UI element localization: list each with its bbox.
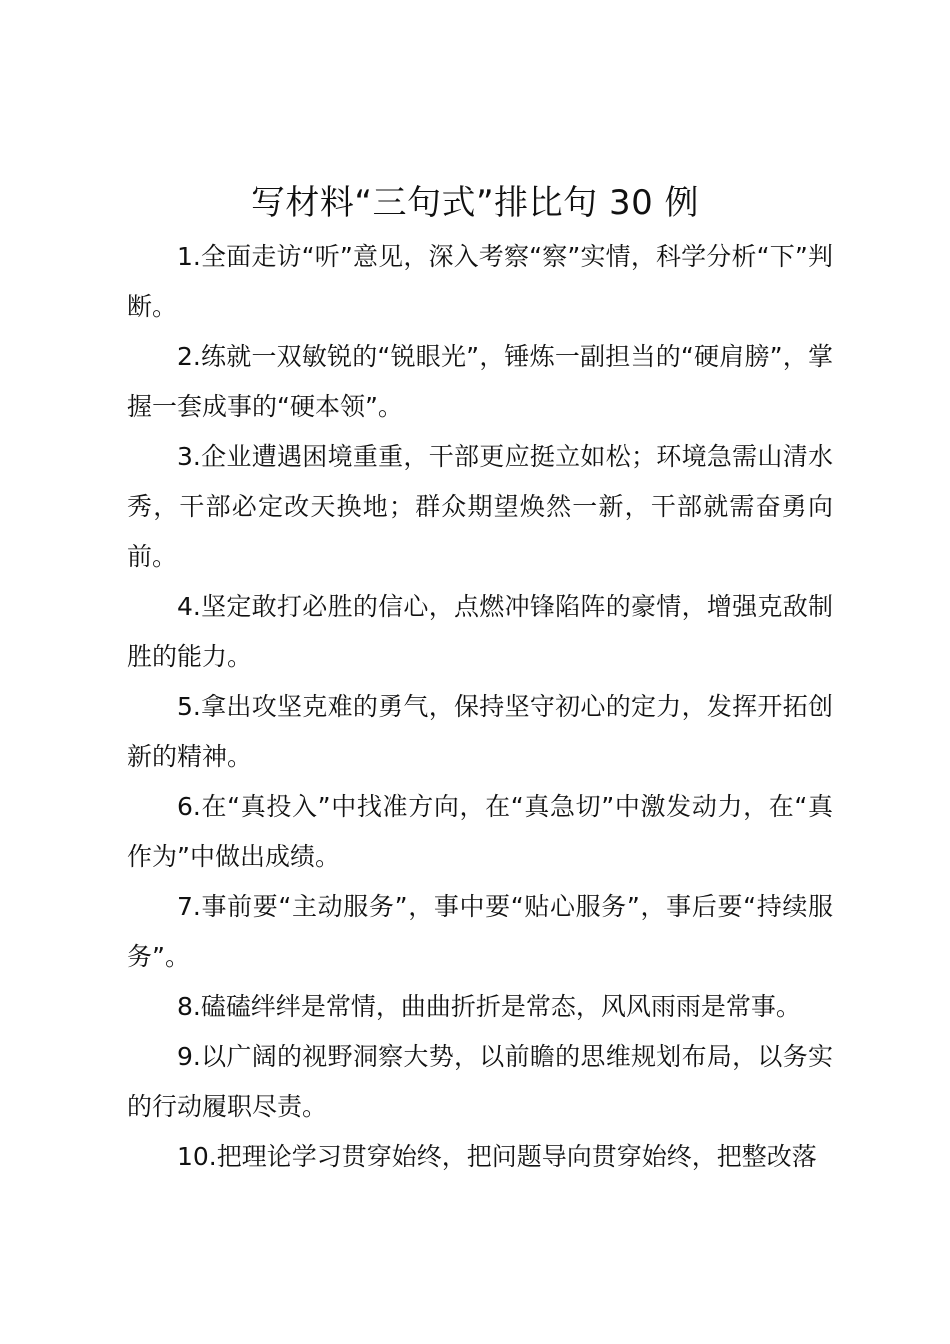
paragraph-6: 6.在“真投入”中找准方向，在“真急切”中激发动力，在“真作为”中做出成绩。 [127,792,833,871]
paragraph-8: 8.磕磕绊绊是常情，曲曲折折是常态，风风雨雨是常事。 [177,992,801,1021]
paragraph-3: 3.企业遭遇困境重重，干部更应挺立如松；环境急需山清水秀，干部必定改天换地；群众期望焕然一新，干部就需奋勇向前。 [127,442,833,571]
paragraph-10: 10.把理论学习贯穿始终，把问题导向贯穿始终，把整改落 [177,1142,817,1171]
document-title: 写材料“三句式”排比句 30 例 [250,183,700,223]
paragraph-7: 7.事前要“主动服务”，事中要“贴心服务”，事后要“持续服务”。 [127,892,833,971]
paragraph-9: 9.以广阔的视野洞察大势，以前瞻的思维规划布局，以务实的行动履职尽责。 [127,1042,833,1121]
paragraph-2: 2.练就一双敏锐的“锐眼光”，锤炼一副担当的“硬肩膀”，掌握一套成事的“硬本领”。 [127,342,833,421]
paragraph-5: 5.拿出攻坚克难的勇气，保持坚守初心的定力，发挥开拓创新的精神。 [127,692,833,771]
document-body [127,232,833,1182]
paragraph-4: 4.坚定敢打必胜的信心，点燃冲锋陷阵的豪情，增强克敌制胜的能力。 [127,592,833,671]
paragraph-1: 1.全面走访“听”意见，深入考察“察”实情，科学分析“下”判断。 [127,242,833,321]
